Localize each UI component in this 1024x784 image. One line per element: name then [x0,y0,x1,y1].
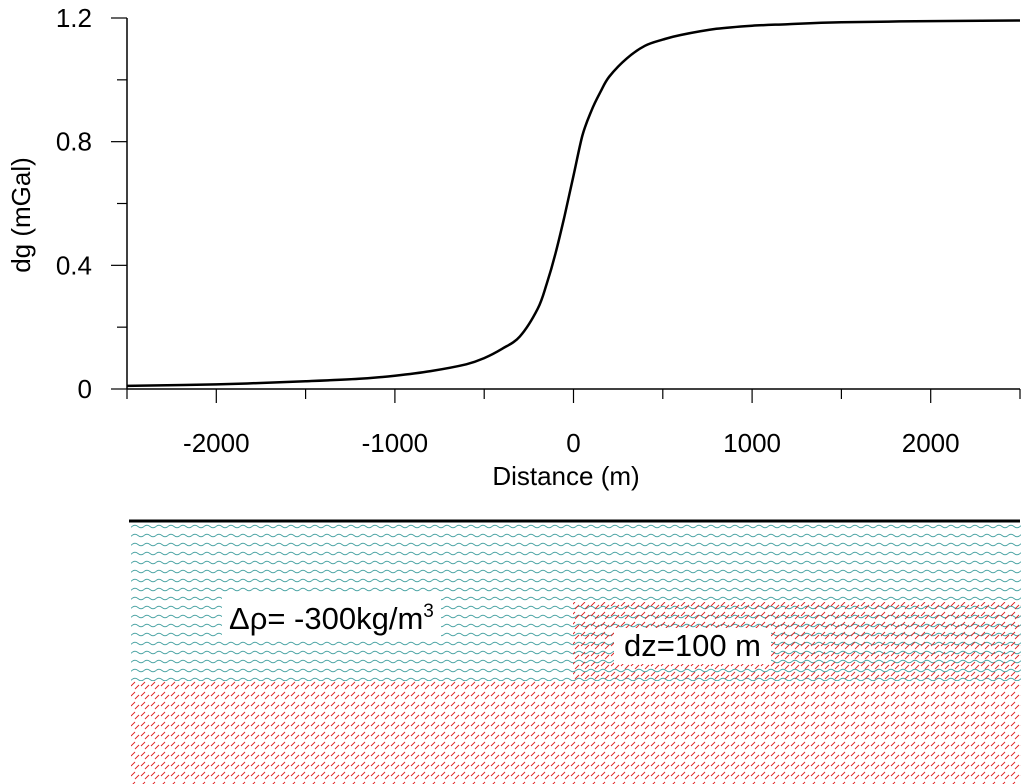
x-tick-labels [183,428,960,458]
y-ticks [111,18,127,389]
y-tick-label: 0.8 [55,126,92,157]
y-tick-labels [56,3,92,404]
y-tick-label: 0 [77,374,92,404]
lower-layer [131,681,1021,784]
density-text: Δρ= -300kg/m [229,601,424,636]
x-tick-label: 2000 [901,428,960,458]
x-tick-label: 0 [566,428,581,458]
x-ticks [127,389,1020,403]
step-height-label: dz=100 m [614,628,771,664]
x-axis-title: Distance (m) [492,461,640,491]
density-exponent: 3 [423,601,434,622]
dg-curve [127,21,1020,386]
x-tick-label: -2000 [183,428,250,458]
chart-area [6,3,1020,491]
y-tick-label: 1.2 [55,3,92,33]
y-axis-title: dg (mGal) [6,157,36,273]
density-contrast-label [222,594,441,637]
y-tick-label: 0.4 [55,250,92,281]
x-tick-label: -1000 [361,428,429,458]
x-tick-label: 1000 [723,428,782,458]
density-model [129,521,1021,784]
